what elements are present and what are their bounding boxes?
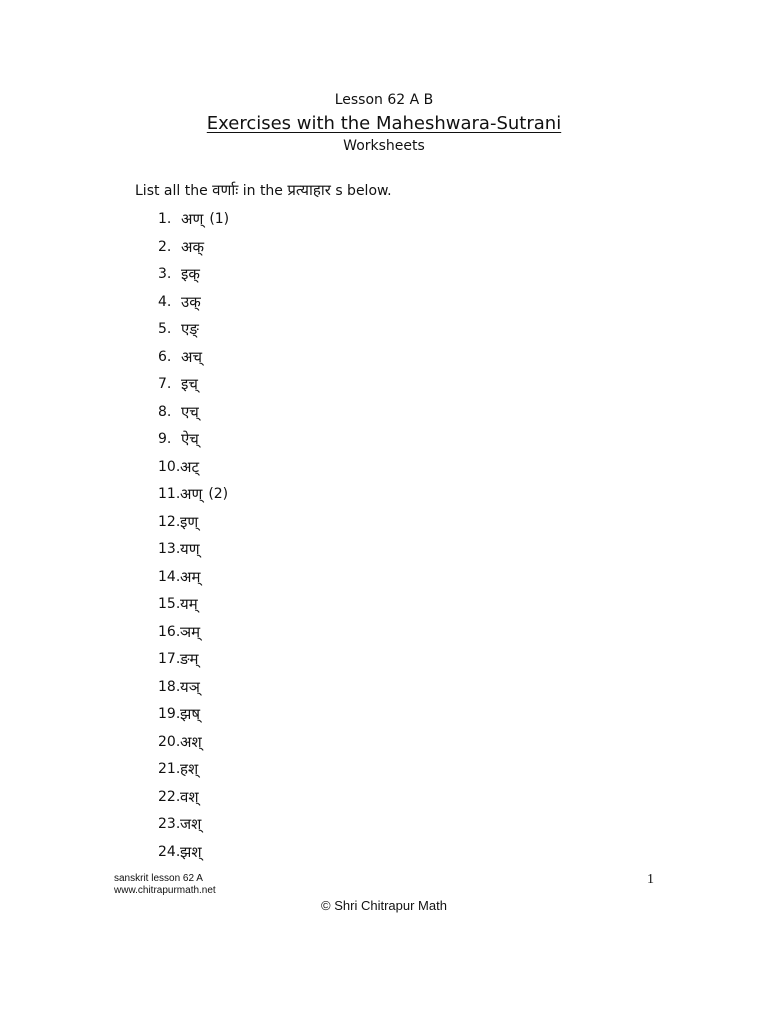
- exercise-item: [158, 261, 229, 289]
- exercise-item: [158, 646, 229, 674]
- exercise-item: [158, 674, 229, 702]
- exercise-list: [158, 206, 229, 866]
- instruction-text: [135, 180, 392, 200]
- exercise-pratyahara: इच्: [181, 375, 198, 393]
- page-subtitle: Worksheets: [343, 138, 425, 154]
- exercise-pratyahara: इक्: [181, 265, 200, 283]
- footer-source: [114, 873, 216, 897]
- exercise-pratyahara: अण्: [181, 210, 204, 228]
- instruction-prefix: List all the: [135, 183, 208, 199]
- exercise-pratyahara: अच्: [181, 347, 202, 366]
- lesson-label: Lesson 62 A B: [334, 92, 434, 108]
- exercise-note: (1): [209, 211, 230, 227]
- exercise-pratyahara: इण्: [180, 512, 199, 531]
- exercise-number: 7.: [158, 376, 172, 392]
- exercise-number: 10.: [158, 458, 181, 475]
- exercise-pratyahara: जश्: [180, 815, 202, 833]
- exercise-item: [158, 206, 229, 234]
- copyright-notice: © Shri Chitrapur Math: [321, 898, 447, 913]
- exercise-pratyahara: अण्: [180, 485, 203, 503]
- exercise-pratyahara: यञ्: [180, 677, 200, 696]
- exercise-number: 11.: [158, 486, 181, 502]
- exercise-pratyahara: ञम्: [180, 622, 201, 641]
- exercise-pratyahara: झश्: [180, 842, 202, 861]
- exercise-item: [158, 729, 229, 757]
- exercise-pratyahara: वश्: [180, 787, 199, 806]
- instruction-term-varnah: वर्णाः: [212, 181, 239, 199]
- footer-source-line1: sanskrit lesson 62 A: [114, 873, 203, 884]
- exercise-pratyahara: ङम्: [180, 650, 199, 668]
- exercise-number: 21.: [158, 761, 181, 777]
- exercise-pratyahara: ऐच्: [181, 430, 199, 448]
- exercise-item: [158, 591, 229, 619]
- exercise-pratyahara: हश्: [180, 760, 199, 778]
- exercise-note: (2): [208, 486, 229, 502]
- exercise-pratyahara: यण्: [180, 540, 200, 558]
- exercise-number: 14.: [158, 568, 181, 585]
- exercise-item: [158, 316, 229, 344]
- exercise-pratyahara: यम्: [180, 595, 198, 613]
- exercise-pratyahara: एच्: [181, 402, 199, 421]
- exercise-number: 2.: [158, 238, 172, 255]
- exercise-number: 17.: [158, 651, 181, 667]
- exercise-pratyahara: अट्: [180, 457, 200, 476]
- exercise-number: 20.: [158, 733, 181, 750]
- exercise-item: [158, 811, 229, 839]
- exercise-item: [158, 371, 229, 399]
- instruction-term-pratyahara: प्रत्याहार: [287, 181, 331, 199]
- exercise-number: 23.: [158, 816, 181, 832]
- exercise-item: [158, 619, 229, 647]
- page-number: 1: [647, 872, 654, 887]
- exercise-item: [158, 481, 229, 509]
- exercise-item: [158, 839, 229, 867]
- exercise-number: 8.: [158, 403, 172, 420]
- exercise-item: [158, 756, 229, 784]
- exercise-item: [158, 344, 229, 372]
- exercise-number: 18.: [158, 678, 181, 695]
- exercise-item: [158, 536, 229, 564]
- exercise-number: 16.: [158, 623, 181, 640]
- exercise-number: 4.: [158, 293, 172, 310]
- exercise-number: 6.: [158, 348, 172, 365]
- exercise-number: 24.: [158, 843, 181, 860]
- exercise-pratyahara: अक्: [181, 237, 204, 256]
- exercise-number: 22.: [158, 788, 181, 805]
- exercise-number: 15.: [158, 596, 181, 612]
- exercise-item: [158, 289, 229, 317]
- exercise-pratyahara: उक्: [181, 292, 201, 311]
- instruction-suffix: s below.: [335, 183, 392, 199]
- page-title: Exercises with the Maheshwara-Sutrani: [206, 113, 562, 134]
- exercise-number: 13.: [158, 541, 181, 557]
- exercise-number: 5.: [158, 321, 172, 337]
- exercise-number: 19.: [158, 706, 181, 722]
- exercise-number: 1.: [158, 211, 172, 227]
- exercise-item: [158, 234, 229, 262]
- instruction-middle: in the: [242, 183, 283, 199]
- exercise-item: [158, 509, 229, 537]
- exercise-pratyahara: झष्: [180, 705, 201, 723]
- exercise-number: 9.: [158, 431, 172, 447]
- exercise-item: [158, 701, 229, 729]
- exercise-pratyahara: अश्: [180, 732, 202, 751]
- exercise-pratyahara: अम्: [180, 567, 201, 586]
- exercise-item: [158, 784, 229, 812]
- exercise-item: [158, 426, 229, 454]
- exercise-number: 12.: [158, 513, 181, 530]
- exercise-pratyahara: एङ्: [181, 320, 199, 338]
- exercise-item: [158, 564, 229, 592]
- exercise-number: 3.: [158, 266, 172, 282]
- exercise-item: [158, 399, 229, 427]
- exercise-item: [158, 454, 229, 482]
- footer-source-url: www.chitrapurmath.net: [114, 885, 216, 896]
